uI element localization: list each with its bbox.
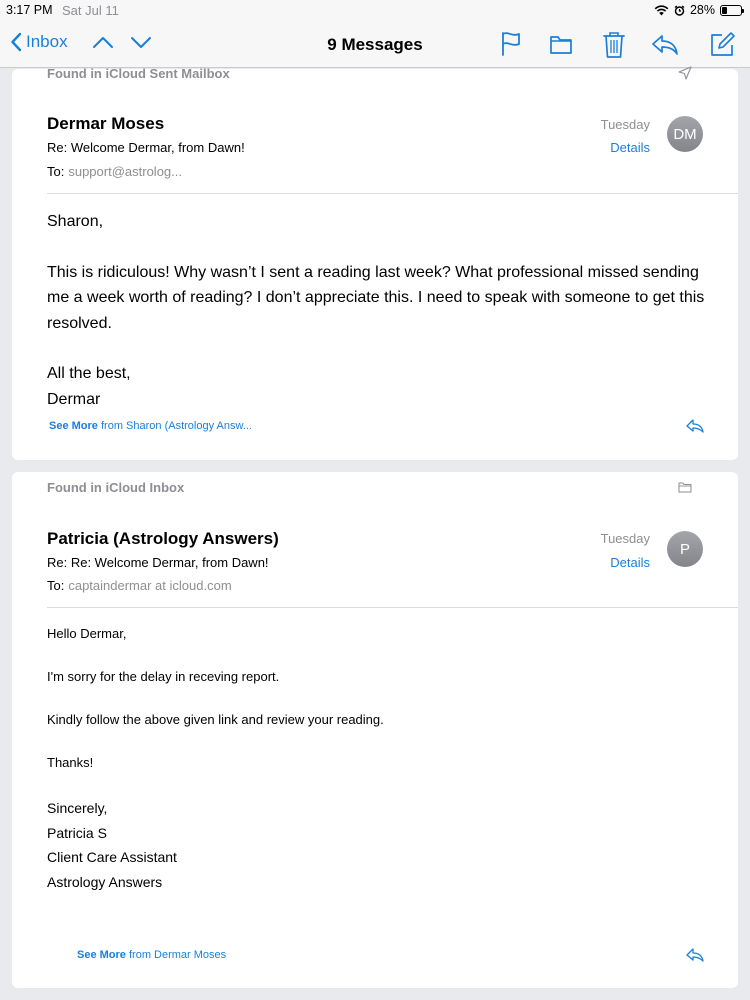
see-more-link[interactable]	[77, 949, 226, 961]
battery-percent: 28%	[689, 3, 715, 17]
inbox-back-button[interactable]	[10, 32, 68, 52]
wifi-icon	[654, 5, 669, 16]
status-date: Sat Jul 11	[62, 3, 119, 18]
see-more-from: from Sharon (Astrology Answ...	[100, 420, 252, 432]
message-subject: Re: Re: Welcome Dermar, from Dawn!	[47, 555, 269, 570]
reply-icon[interactable]	[686, 418, 704, 434]
recipient-address[interactable]: support@astrolog...	[68, 164, 182, 179]
folder-icon	[549, 31, 573, 57]
header-divider	[47, 607, 738, 608]
battery-icon	[720, 5, 742, 16]
body-paragraph: I'm sorry for the delay in receving report.	[47, 669, 280, 684]
found-in-label: Found in iCloud Inbox	[47, 480, 185, 495]
sent-arrow-icon	[678, 66, 692, 80]
found-in-label: Found in iCloud Sent Mailbox	[47, 66, 230, 81]
message-body	[47, 624, 707, 894]
nav-bar	[0, 22, 750, 68]
folder-icon	[678, 481, 692, 493]
see-more-label: See More	[77, 949, 126, 961]
sender-name[interactable]: Patricia (Astrology Answers)	[47, 529, 279, 548]
trash-icon	[603, 31, 625, 59]
message-card	[12, 66, 738, 460]
header-divider	[47, 193, 738, 194]
alarm-icon	[674, 5, 685, 16]
body-paragraph: Kindly follow the above given link and review your reading.	[47, 712, 384, 727]
message-date: Tuesday	[600, 117, 650, 132]
chevron-down-icon	[130, 34, 152, 50]
status-right	[654, 3, 742, 17]
status-time: 3:17 PM	[6, 3, 53, 17]
body-paragraph: This is ridiculous! Why wasn’t I sent a reading last week? What professional missed sending me a week worth of reading? I don’t appreciate this. I need to speak with someone to get this resolved.	[47, 263, 705, 332]
body-paragraph: Sharon,	[47, 213, 104, 230]
reply-button[interactable]	[651, 31, 679, 62]
recipient-line	[47, 578, 232, 593]
move-to-folder-button[interactable]	[549, 31, 573, 62]
message-card	[12, 472, 738, 988]
reply-icon[interactable]	[686, 947, 704, 963]
message-date: Tuesday	[600, 531, 650, 546]
page-title: 9 Messages	[327, 35, 423, 54]
recipient-address[interactable]: captaindermar at icloud.com	[68, 578, 232, 593]
details-link[interactable]: Details	[610, 555, 650, 570]
body-paragraph: Thanks!	[47, 755, 94, 770]
back-label: Inbox	[26, 32, 68, 51]
message-subject: Re: Welcome Dermar, from Dawn!	[47, 140, 245, 155]
signature: Sincerely, Patricia S Client Care Assistant Astrology Answers	[47, 800, 177, 890]
see-more-label: See More	[49, 420, 98, 432]
flag-icon	[500, 31, 522, 57]
to-label: To:	[47, 164, 65, 179]
reply-icon	[651, 31, 679, 57]
previous-message-button[interactable]	[92, 34, 114, 55]
trash-button[interactable]	[603, 31, 625, 64]
sender-name[interactable]: Dermar Moses	[47, 114, 165, 133]
body-paragraph: All the best, Dermar	[47, 365, 131, 408]
next-message-button[interactable]	[130, 34, 152, 55]
status-bar	[0, 0, 750, 22]
chevron-up-icon	[92, 34, 114, 50]
compose-button[interactable]	[710, 31, 736, 62]
battery-fill	[722, 7, 727, 14]
details-link[interactable]: Details	[610, 140, 650, 155]
recipient-line	[47, 164, 182, 179]
message-body	[47, 209, 707, 412]
see-more-from: from Dermar Moses	[128, 949, 227, 961]
flag-button[interactable]	[500, 31, 522, 62]
see-more-link[interactable]	[49, 420, 252, 432]
avatar[interactable]: P	[667, 531, 703, 567]
body-paragraph: Hello Dermar,	[47, 626, 127, 641]
avatar[interactable]: DM	[667, 116, 703, 152]
chevron-left-icon	[10, 32, 22, 52]
to-label: To:	[47, 578, 65, 593]
compose-icon	[710, 31, 736, 57]
